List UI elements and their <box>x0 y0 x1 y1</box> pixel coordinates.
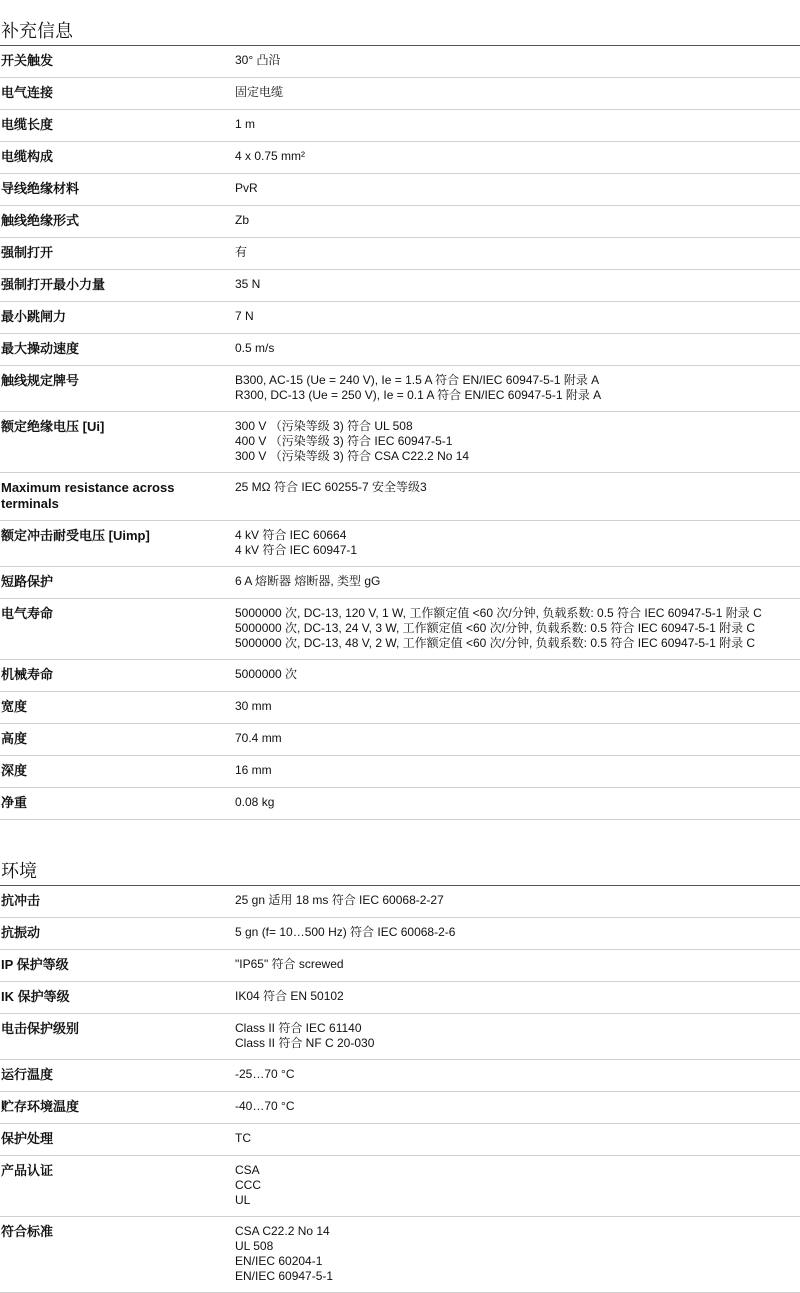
spec-value-line: UL <box>235 1193 251 1207</box>
spec-row <box>0 950 800 982</box>
spec-values <box>235 149 800 165</box>
spec-label: 短路保护 <box>1 574 54 589</box>
spec-values <box>235 1067 800 1083</box>
spec-value-line: 4 kV 符合 IEC 60947-1 <box>235 543 358 557</box>
spec-label: Maximum resistance across terminals <box>1 480 175 511</box>
spec-row <box>0 1124 800 1156</box>
spec-values <box>235 53 800 69</box>
spec-label: 强制打开 <box>1 245 54 260</box>
spec-row <box>0 788 800 820</box>
spec-value-line: 5000000 次, DC-13, 48 V, 2 W, 工作额定值 <60 次/分钟, 负载系数: 0.5 符合 IEC 60947-5-1 附录 C <box>235 636 756 650</box>
spec-label: 电气寿命 <box>1 606 54 621</box>
spec-row <box>0 886 800 918</box>
spec-values <box>235 731 800 747</box>
spec-value-line: 0.08 kg <box>235 795 275 809</box>
spec-label: 深度 <box>1 763 28 778</box>
spec-label: 贮存环境温度 <box>1 1099 80 1114</box>
spec-value-line: -40…70 °C <box>235 1099 295 1113</box>
spec-label: 电缆构成 <box>1 149 54 164</box>
section-title: 补充信息 <box>0 0 800 46</box>
spec-label: 额定冲击耐受电压 [Uimp] <box>1 528 150 543</box>
spec-values <box>235 1099 800 1115</box>
spec-label: 产品认证 <box>1 1163 54 1178</box>
spec-label: 开关触发 <box>1 53 54 68</box>
spec-row <box>0 1156 800 1217</box>
spec-value-line: Class II 符合 IEC 61140 <box>235 1021 362 1035</box>
spec-value-line: 5000000 次, DC-13, 24 V, 3 W, 工作额定值 <60 次/分钟, 负载系数: 0.5 符合 IEC 60947-5-1 附录 C <box>235 621 756 635</box>
spec-label: 抗振动 <box>1 925 41 940</box>
spec-value-line: EN/IEC 60204-1 <box>235 1254 323 1268</box>
spec-row <box>0 412 800 473</box>
spec-label: 宽度 <box>1 699 28 714</box>
spec-values <box>235 1224 800 1284</box>
spec-row <box>0 238 800 270</box>
spec-value-line: UL 508 <box>235 1239 274 1253</box>
spec-label: 导线绝缘材料 <box>1 181 80 196</box>
spec-value-line: 6 A 熔断器 熔断器, 类型 gG <box>235 574 381 588</box>
spec-row <box>0 78 800 110</box>
spec-value-line: TC <box>235 1131 251 1145</box>
spec-row <box>0 918 800 950</box>
spec-values <box>235 763 800 779</box>
spec-value-line: 固定电缆 <box>235 85 284 99</box>
spec-row <box>0 692 800 724</box>
spec-row <box>0 982 800 1014</box>
spec-value-line: 25 gn 适用 18 ms 符合 IEC 60068-2-27 <box>235 893 444 907</box>
spec-values <box>235 419 800 464</box>
spec-values <box>235 893 800 909</box>
spec-values <box>235 1163 800 1208</box>
spec-label: 触线规定牌号 <box>1 373 80 388</box>
spec-row <box>0 724 800 756</box>
spec-row <box>0 46 800 78</box>
spec-label: 电缆长度 <box>1 117 54 132</box>
spec-value-line: 4 kV 符合 IEC 60664 <box>235 528 347 542</box>
spec-label: 机械寿命 <box>1 667 54 682</box>
spec-label: 强制打开最小力量 <box>1 277 106 292</box>
spec-values <box>235 1131 800 1147</box>
spec-values <box>235 699 800 715</box>
spec-value-line: 有 <box>235 245 248 259</box>
spec-row <box>0 567 800 599</box>
spec-value-line: EN/IEC 60947-5-1 <box>235 1269 334 1283</box>
spec-value-line: IK04 符合 EN 50102 <box>235 989 344 1003</box>
spec-value-line: 7 N <box>235 309 254 323</box>
spec-label: 最小跳闸力 <box>1 309 67 324</box>
spec-value-line: 300 V （污染等级 3) 符合 UL 508 <box>235 419 413 433</box>
spec-values <box>235 925 800 941</box>
spec-values <box>235 606 800 651</box>
spec-values <box>235 1021 800 1051</box>
spec-values <box>235 574 800 590</box>
spec-value-line: 70.4 mm <box>235 731 282 745</box>
spec-row <box>0 660 800 692</box>
spec-values <box>235 795 800 811</box>
spec-value-line: 30 mm <box>235 699 272 713</box>
spec-value-line: 25 MΩ 符合 IEC 60255-7 安全等级3 <box>235 480 427 494</box>
spec-values <box>235 480 800 512</box>
spec-value-line: 35 N <box>235 277 261 291</box>
spec-label: 额定绝缘电压 [Ui] <box>1 419 105 434</box>
spec-value-line: CCC <box>235 1178 261 1192</box>
spec-row <box>0 366 800 412</box>
spec-values <box>235 117 800 133</box>
spec-value-line: CSA C22.2 No 14 <box>235 1224 330 1238</box>
spec-row <box>0 142 800 174</box>
spec-values <box>235 341 800 357</box>
spec-label: IK 保护等级 <box>1 989 70 1004</box>
spec-value-line: PvR <box>235 181 258 195</box>
spec-row <box>0 756 800 788</box>
spec-values <box>235 181 800 197</box>
spec-label: 保护处理 <box>1 1131 54 1146</box>
spec-values <box>235 213 800 229</box>
spec-row <box>0 174 800 206</box>
spec-value-line: 0.5 m/s <box>235 341 275 355</box>
spec-values <box>235 989 800 1005</box>
spec-label: 触线绝缘形式 <box>1 213 80 228</box>
spec-label: IP 保护等级 <box>1 957 69 972</box>
spec-label: 最大操动速度 <box>1 341 80 356</box>
spec-value-line: 1 m <box>235 117 256 131</box>
spec-label: 净重 <box>1 795 28 810</box>
spec-values <box>235 957 800 973</box>
spec-label: 高度 <box>1 731 28 746</box>
spec-label: 运行温度 <box>1 1067 54 1082</box>
spec-value-line: CSA <box>235 1163 260 1177</box>
spec-row <box>0 110 800 142</box>
spec-values <box>235 528 800 558</box>
spec-value-line: -25…70 °C <box>235 1067 295 1081</box>
spec-row <box>0 270 800 302</box>
spec-value-line: 16 mm <box>235 763 272 777</box>
spec-row <box>0 473 800 521</box>
spec-value-line: 4 x 0.75 mm² <box>235 149 306 163</box>
spec-row <box>0 521 800 567</box>
spec-row <box>0 334 800 366</box>
spec-value-line: 30° 凸沿 <box>235 53 281 67</box>
spec-label: 电击保护级别 <box>1 1021 80 1036</box>
spec-value-line: "IP65" 符合 screwed <box>235 957 344 971</box>
spec-value-line: 5000000 次, DC-13, 120 V, 1 W, 工作额定值 <60 次/分钟, 负载系数: 0.5 符合 IEC 60947-5-1 附录 C <box>235 606 762 620</box>
spec-value-line: Zb <box>235 213 250 227</box>
spec-section <box>0 820 800 1293</box>
spec-row <box>0 206 800 238</box>
spec-values <box>235 309 800 325</box>
spec-values <box>235 667 800 683</box>
spec-value-line: 5 gn (f= 10…500 Hz) 符合 IEC 60068-2-6 <box>235 925 456 939</box>
spec-values <box>235 277 800 293</box>
spec-row <box>0 1217 800 1293</box>
spec-value-line: B300, AC-15 (Ue = 240 V), Ie = 1.5 A 符合 EN/IEC 60947-5-1 附录 A <box>235 373 600 387</box>
spec-row <box>0 1060 800 1092</box>
section-title: 环境 <box>0 820 800 886</box>
spec-label: 符合标准 <box>1 1224 54 1239</box>
spec-values <box>235 373 800 403</box>
spec-label: 电气连接 <box>1 85 54 100</box>
spec-row <box>0 599 800 660</box>
spec-value-line: Class II 符合 NF C 20-030 <box>235 1036 375 1050</box>
spec-value-line: R300, DC-13 (Ue = 250 V), Ie = 0.1 A 符合 EN/IEC 60947-5-1 附录 A <box>235 388 602 402</box>
spec-label: 抗冲击 <box>1 893 41 908</box>
spec-value-line: 5000000 次 <box>235 667 298 681</box>
spec-value-line: 400 V （污染等级 3) 符合 IEC 60947-5-1 <box>235 434 453 448</box>
spec-values <box>235 245 800 261</box>
spec-values <box>235 85 800 101</box>
spec-row <box>0 1014 800 1060</box>
spec-row <box>0 1092 800 1124</box>
spec-row <box>0 302 800 334</box>
spec-value-line: 300 V （污染等级 3) 符合 CSA C22.2 No 14 <box>235 449 470 463</box>
